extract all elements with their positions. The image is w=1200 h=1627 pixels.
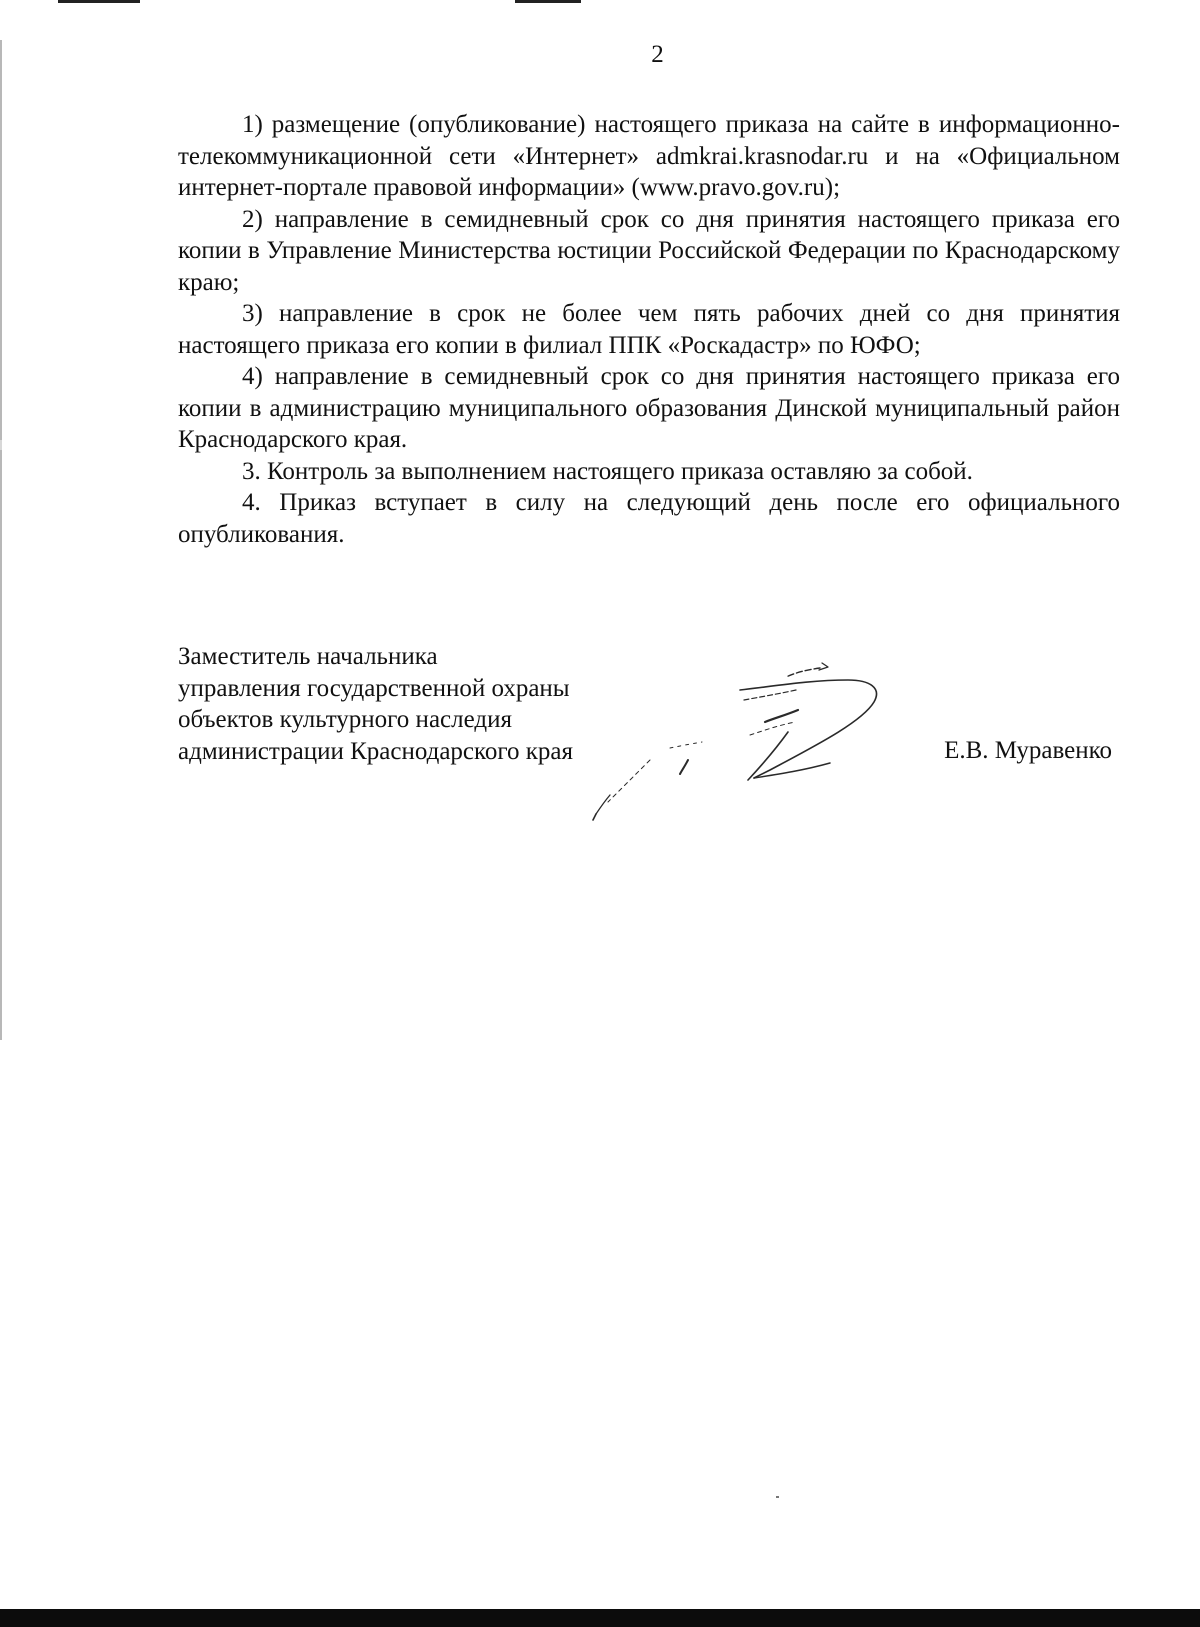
scan-top-mark-left xyxy=(58,0,140,3)
signer-name: Е.В. Муравенко xyxy=(944,737,1112,764)
scan-left-edge xyxy=(0,40,2,1040)
paragraph-item-4: 4) направление в семидневный срок со дня принятия настоящего приказа его копии в администрацию муниципального образования Динской муниципальный район Краснодарского края. xyxy=(178,363,1120,453)
paragraph-point-4: 4. Приказ вступает в силу на следующий день после его официального опубликования. xyxy=(178,489,1120,548)
page-number: 2 xyxy=(651,41,664,68)
paragraph-item-2: 2) направление в семидневный срок со дня принятия настоящего приказа его копии в Управление Министерства юстиции Российской Федерации по Краснодарскому краю; xyxy=(178,205,1120,296)
signer-position-line: Заместитель начальника xyxy=(178,643,438,670)
signer-position-line: объектов культурного наследия xyxy=(178,706,512,733)
document-body xyxy=(178,109,1120,550)
scan-top-mark-center xyxy=(515,0,581,3)
signer-position-line: управления государственной охраны xyxy=(178,674,570,702)
paragraph-point-3: 3. Контроль за выполнением настоящего приказа оставляю за собой. xyxy=(242,457,973,485)
signer-position-line: администрации Краснодарского края xyxy=(178,737,574,765)
paragraph-item-1: 1) размещение (опубликование) настоящего приказа на сайте в информационно-телекоммуникационной сети «Интернет» admkrai.krasnodar.ru и на «Официальном интернет-портале правовой информации» (www.pravo.gov.ru); xyxy=(178,111,1120,201)
scan-bottom-border xyxy=(0,1609,1200,1627)
scan-speck xyxy=(776,1496,779,1498)
handwritten-signature xyxy=(590,650,920,825)
paragraph-item-3: 3) направление в срок не более чем пять рабочих дней со дня принятия настоящего приказа его копии в филиал ППК «Роскадастр» по ЮФО; xyxy=(178,300,1120,359)
signer-position xyxy=(178,641,573,767)
